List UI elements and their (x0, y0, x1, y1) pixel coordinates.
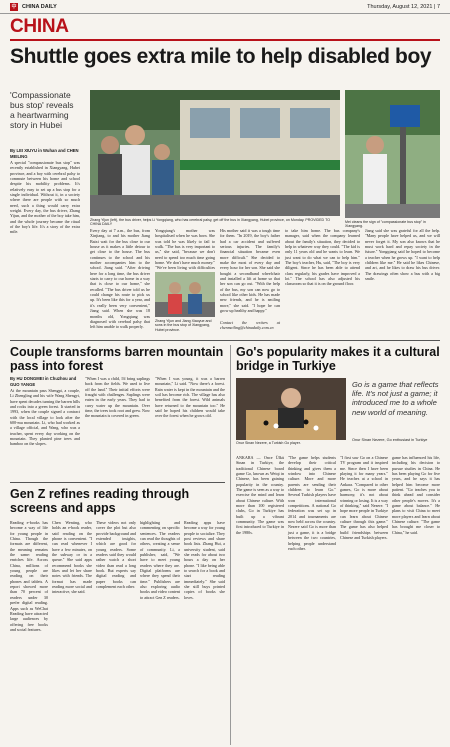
lead-main-photo-caption: Zhang Yijun (left), the bus driver, helps Li Yongqiang, who has cerebral palsy, get off the bus in Xiangyang, Hubei province, on Monday. PROVIDED TO CHINA DAILY (90, 218, 330, 227)
lead-col-5: to take him home. The bus company's manager, said when the company learned about the family's situation, they decided to help in whatever way they could. "The kid is only 11 years old and he wants to learn. We just want to do what we can to help him." The boy's teacher, Hu, said, "The boy is very diligent. Since he has been able to attend class regularly, his grades have improved a lot." The school has also adjusted his classroom so that it is on the ground floor. (285, 228, 360, 287)
story4-col-3: These videos not only cover the plot but also provide background and extended insights, which are good for young readers. Some readers said they would rather watch a short video than read a long book. But experts say digital reading and paper books can complement each other. (96, 520, 136, 590)
column-divider (230, 345, 231, 745)
story2-byline: By HU DONGMEI in Chuzhou and GUO YANGE (10, 376, 77, 387)
story4-col-1: Reading e-books has become a way of life for young people in China. Though the formats are different, the meaning remains the same: reading enriches life. Across China, millions of young people are reading on their phones and tablets. A report showed more than 70 percent of readers under 30 prefer digital reading. Apps such as WeChat Reading have attracted large audiences by offering free books and social features. (10, 520, 48, 632)
masthead-brand (10, 3, 57, 11)
divider-lead-bottom (10, 340, 440, 341)
story3-pullquote-author: Onur Sinan Nezere, Go enthusiast in Turkiye (352, 438, 428, 442)
story3-col-4: game has influenced his life, including his decision to pursue studies in China. He has been playing Go for five years, and he says it has helped him become more patient. "Go teaches you to think ahead and consider other people's moves. It's a game about balance." He plans to visit China to meet more players and learn about Chinese culture. "The game has brought me closer to China," he said. (392, 455, 440, 535)
story3-col-2: "The game helps students develop their critical thinking and gives them a window into Chinese culture. More and more parents are sending their children to learn Go." Several Turkish players have won international competitions. A national Go federation was set up in 2014 and tournaments are now held across the country. Nezere said Go is more than just a game, it is a bridge between the two countries, helping people understand each other. (288, 455, 336, 551)
lead-headline: Shuttle goes extra mile to help disabled boy (10, 45, 432, 68)
story3-headline: Go's popularity makes it a cultural bridge in Turkiye (236, 345, 440, 373)
story4-col-2: Chen Wenting, who holds an e-book reader, said reading on the phone is convenient. "I can read whenever I have a few minutes, on the subway or in a queue." She said apps recommend books she likes and let her share notes with friends. The format has made reading more social and interactive, she said. (52, 520, 92, 595)
lead-byline: By LEI XIUYU in Wuhan and CHEN MEILING (10, 148, 79, 159)
lead-mid-photo (155, 272, 215, 317)
lead-deck: 'Compassionate bus stop' reveals a heartwarming story in Hubei (10, 90, 74, 130)
story3-pullquote: Go is a game that reflects life. It's not just a game; it introduced me to a whole new world of meaning. (352, 380, 439, 417)
story3-photo (236, 378, 346, 440)
lead-col-6: Jiang said she was grateful for all the help. "Many people have helped us, and we will never forget it. My son also knows that he must work hard and repay society in the future." Yongqiang said he hoped to become a teacher when he grows up. "I want to help children like me." He said he likes Chinese, and art, and he likes to draw his bus driver. The drawings often show a bus with a big smile. (365, 228, 440, 282)
lead-col-2: Every day at 7 a.m., the bus, from Xinjiang, to and his mother Jiang Baixi wait for the bus close to our house as it makes a little detour to get close to the house. The bus continues to the school and his mother accompanies him to the school. Jiang said. "After driving here for a long time, the bus driver starts to carry to our home in a way that is close to our home," she recalled. "The bus driver told us he could change his route to pick us up. It's been like this for a year, and it's really been very convenient," Jiang said. When she was 18 months old, Yongqiang was diagnosed with cerebral palsy that left him unable to walk properly. (90, 228, 150, 330)
story4-col-4: highlighting and commenting on specific sentences. The readers can read the thoughts of others, creating a sense of community. Li, a publisher, said, "We have to meet young readers where they are. Digital platforms are where they spend their time." Publishers are also exploring audio books and video content to attract Gen Z readers. (140, 520, 180, 600)
story4-col-5: Reading apps have become a way for young people to socialize. They post reviews and share book lists. Zhang Hui, a university student, said she reads for about two hours a day on her phone. "I like being able to search for a book and start reading immediately." She said she still buys printed copies of books she loves. (184, 520, 225, 600)
divider-story2-bottom (10, 482, 225, 483)
lead-mid-photo-caption: Zhang Yijun and Jiang Xiaoyue and sons in the bus stop of Xiangyang, Hubei province. (155, 319, 212, 332)
lead-main-photo (90, 90, 340, 216)
paper-name: CHINA DAILY (22, 3, 57, 10)
story3-col-3: "I first saw Go on a Chinese TV program and it inspired me. Since then I have been playing it for many years." He teaches at a school in Ankara. "Compared to other games, Go is more about harmony, it's not about winning or losing. It is a way of thinking," said Nezere. "I hope more people in Turkiye can learn about Chinese culture through this game." The game has also helped build friendships between Chinese and Turkish players. (340, 455, 388, 541)
story2-headline: Couple transforms barren mountain pass into forest (10, 345, 224, 373)
section-divider (10, 39, 440, 41)
lead-col-3: Yongqiang's mother was hospitalised when he was born. She was told he was likely to fail to walk. "The bus is very important to us," she said, "because we don't need to spend too much time going home. We don't have much money." "We've been living with difficulties (155, 228, 215, 271)
story3-col-1: ANKARA — Once Ülkü Sinan in Turkiye, the traditional Chinese board game Go, known as Weiqi in Chinese, has been gaining popularity in the country. The game is seen as a way to exercise the mind and learn about Chinese culture. With more than 100 registered clubs, Go in Turkiye has built up a vibrant community. The game was first introduced to Turkiye in the 1980s. (236, 455, 284, 535)
story4-headline: Gen Z refines reading through screens and apps (10, 487, 190, 515)
date-page: Thursday, August 12, 2021 | 7 (367, 3, 440, 10)
lead-contact: Contact the writers at chenmeiling@chinadaily.com.cn (220, 320, 280, 331)
masthead (0, 0, 450, 14)
lead-side-photo (345, 90, 440, 218)
story3-photo-caption: Onur Sinan Nezere, a Turkish Go player. (236, 441, 301, 445)
story2-col-1: At the mountain pass Shengpi, a couple, Li Zhengling and his wife Wang Shengyi, have spent decades turning the barren hills and rocks into a green forest. It started in 1993, when the couple signed a contract with the local village to look after the 600-mu mountain. Li, who had worked as a village official, and Wang, who was a teacher, spent every day working on the mountain. They planted pine trees and bamboo on the slopes. (10, 388, 80, 447)
lead-col-4: His mother said it was a tough time for them. "In 2019, the boy's father had a car accident and suffered serious injuries. The family's financial situation became even more difficult." She decided to make the most of every day and every hour for her son. She said she bought a secondhand wheelchair and installed a lift at home so that her son can go out. "With the help of the bus, my son can now go to school like other kids. He has made new friends, and he is smiling more," she said. "I hope he can grow up healthy and happy." (220, 228, 280, 314)
china-daily-logo-icon: 中 (11, 4, 17, 10)
lead-col-1: A special "compassionate bus stop" was recently established in Xiangyang, Hubei province, and a boy with cerebral palsy to commute between his home and school despite his mobility problems. It's relatively easy to set up a bus stop for a single individual. Without it, in a society where there are people with so much need, such a thing would carry extra weight. Every day, the bus driver, Zhang Yijun, and the mother of the boy take him, and the whole journey became the ritual of the boy's life. It's a story of the extra mile. (10, 160, 80, 235)
story2-col-3: "When I was young, it was a barren mountain," Li said. "Now there's a forest. Rain water is kept in the mountain and the soil has become rich. The village has also benefited from the forest. Wild animals have returned to the mountain too." He said he hoped his children would take over the forest when he grows old. (155, 376, 225, 419)
section-title: CHINA (10, 16, 69, 37)
lead-side-photo-caption: Mei cleans the sign of "compassionate bus stop" in Xiangyang. (345, 220, 426, 229)
story2-col-2: "When I was a child, I'd bring saplings back from the fields. We used to live off the land." Their initial efforts were fraught with challenges. Saplings were eaten in the early years. They had to carry water up the mountain. Over time, the trees took root and grew. Now the mountain is covered in green. (85, 376, 150, 419)
